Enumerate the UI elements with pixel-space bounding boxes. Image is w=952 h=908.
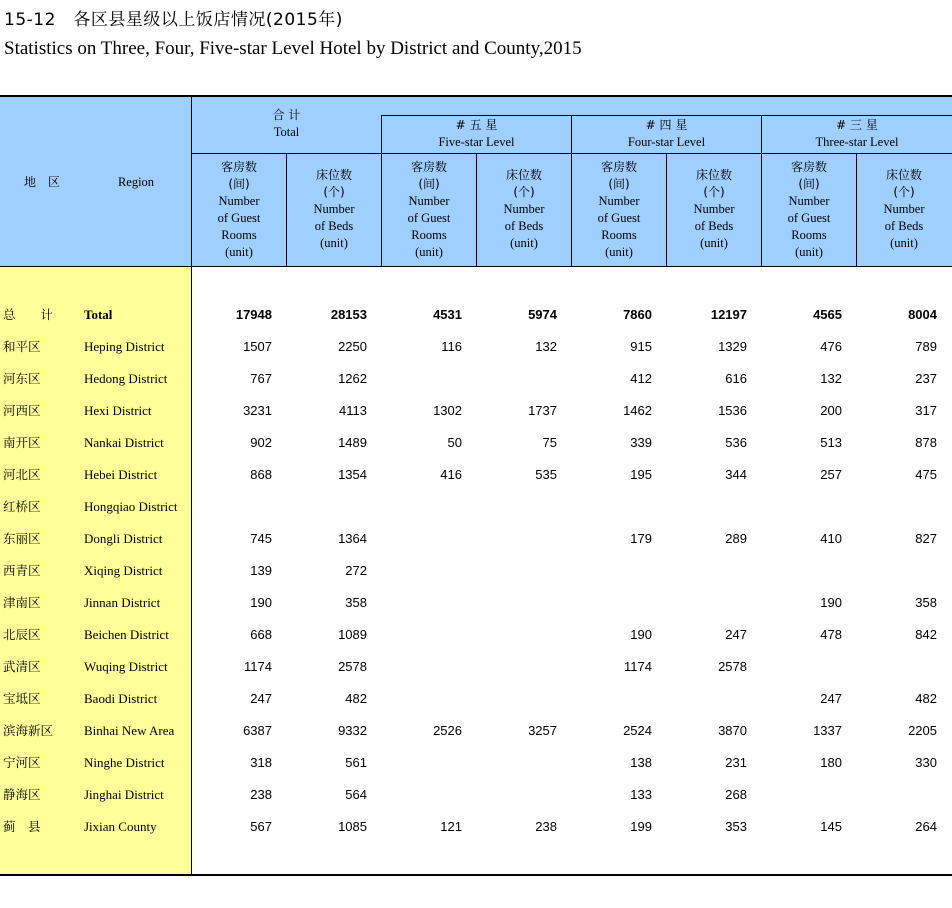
table-cell: 1085 <box>338 819 367 834</box>
region-name-cn: 宁河区 <box>3 755 41 770</box>
table-cell: 268 <box>725 787 747 802</box>
table-cell: 190 <box>820 595 842 610</box>
table-cell: 536 <box>725 435 747 450</box>
region-name-cn: 河北区 <box>3 467 41 482</box>
region-name-en: Hedong District <box>84 371 168 386</box>
region-name-cn: 武清区 <box>3 659 41 674</box>
table-cell: 116 <box>441 339 462 354</box>
region-name-en: Beichen District <box>84 627 169 642</box>
bottom-rule <box>0 874 952 876</box>
header-divider <box>476 153 477 267</box>
table-cell: 868 <box>250 467 272 482</box>
region-name-en: Hongqiao District <box>84 499 178 514</box>
table-cell: 1262 <box>338 371 367 386</box>
table-cell: 4565 <box>813 307 842 322</box>
header-divider <box>571 115 572 267</box>
subheader-rooms: 客房数 (间) Number of Guest Rooms (unit) <box>217 160 261 259</box>
table-cell: 339 <box>630 435 652 450</box>
group-header-three-star: # 三 星 Three-star Level <box>815 118 899 149</box>
table-cell: 247 <box>725 627 747 642</box>
table-cell: 827 <box>915 531 937 546</box>
header-divider <box>761 115 762 267</box>
header-divider <box>666 153 667 267</box>
header-divider <box>286 153 287 267</box>
table-cell: 317 <box>915 403 937 418</box>
table-cell: 3231 <box>243 403 272 418</box>
subheader-beds: 床位数 (个) Number of Beds (unit) <box>883 168 925 250</box>
table-title-cn: 15-12 各区县星级以上饭店情况(2015年) <box>4 10 343 30</box>
region-name-cn: 蓟 县 <box>3 819 41 834</box>
table-cell: 1536 <box>718 403 747 418</box>
table-row <box>0 363 952 395</box>
table-cell: 478 <box>820 627 842 642</box>
region-name-en: Wuqing District <box>84 659 168 674</box>
table-row <box>0 811 952 843</box>
table-cell: 132 <box>535 339 557 354</box>
region-name-cn: 河西区 <box>3 403 41 418</box>
table-cell: 50 <box>447 435 462 450</box>
table-cell: 2524 <box>623 723 652 738</box>
table-cell: 668 <box>250 627 272 642</box>
table-cell: 878 <box>915 435 937 450</box>
table-cell: 353 <box>725 819 747 834</box>
region-name-en: Jinghai District <box>84 787 164 802</box>
table-cell: 358 <box>915 595 937 610</box>
table-cell: 8004 <box>908 307 937 322</box>
table-cell: 318 <box>250 755 272 770</box>
table-cell: 475 <box>915 467 937 482</box>
table-cell: 1507 <box>243 339 272 354</box>
subheader-rooms: 客房数 (间) Number of Guest Rooms (unit) <box>407 160 451 259</box>
table-cell: 1174 <box>624 659 652 674</box>
table-row <box>0 779 952 811</box>
table-row <box>0 587 952 619</box>
table-cell: 9332 <box>338 723 367 738</box>
table-cell: 789 <box>915 339 937 354</box>
table-cell: 231 <box>725 755 747 770</box>
table-row <box>0 427 952 459</box>
table-cell: 1174 <box>244 659 272 674</box>
table-cell: 180 <box>820 755 842 770</box>
table-cell: 767 <box>250 371 272 386</box>
table-cell: 561 <box>345 755 367 770</box>
header-divider <box>381 115 382 267</box>
region-name-en: Total <box>84 307 113 322</box>
table-cell: 264 <box>915 819 937 834</box>
region-name-en: Ninghe District <box>84 755 165 770</box>
region-name-cn: 静海区 <box>3 787 41 802</box>
table-cell: 4531 <box>433 307 462 322</box>
region-name-en: Dongli District <box>84 531 163 546</box>
table-row <box>0 331 952 363</box>
table-cell: 190 <box>630 627 652 642</box>
table-cell: 344 <box>725 467 747 482</box>
table-row <box>0 715 952 747</box>
table-cell: 1089 <box>338 627 367 642</box>
table-cell: 272 <box>345 563 367 578</box>
subheader-beds: 床位数 (个) Number of Beds (unit) <box>693 168 735 250</box>
subheader-beds: 床位数 (个) Number of Beds (unit) <box>313 168 355 250</box>
table-cell: 4113 <box>339 403 367 418</box>
table-cell: 3870 <box>718 723 747 738</box>
region-name-en: Heping District <box>84 339 165 354</box>
table-cell: 179 <box>630 531 652 546</box>
table-cell: 410 <box>820 531 842 546</box>
table-row <box>0 491 952 523</box>
table-cell: 139 <box>250 563 272 578</box>
table-cell: 75 <box>542 435 557 450</box>
region-header-cn: 地 区 <box>23 175 60 189</box>
table-cell: 535 <box>535 467 557 482</box>
subheader-rooms: 客房数 (间) Number of Guest Rooms (unit) <box>597 160 641 259</box>
region-name-cn: 宝坻区 <box>3 691 41 706</box>
table-cell: 567 <box>250 819 272 834</box>
table-row <box>0 747 952 779</box>
table-cell: 1329 <box>718 339 747 354</box>
table-cell: 2578 <box>718 659 747 674</box>
table-cell: 564 <box>345 787 367 802</box>
subheader-rooms: 客房数 (间) Number of Guest Rooms (unit) <box>787 160 831 259</box>
table-cell: 199 <box>630 819 652 834</box>
table-cell: 1302 <box>433 403 462 418</box>
region-name-en: Binhai New Area <box>84 723 175 738</box>
table-cell: 412 <box>630 371 652 386</box>
table-cell: 915 <box>630 339 652 354</box>
region-name-cn: 红桥区 <box>3 499 41 514</box>
table-cell: 7860 <box>623 307 652 322</box>
region-name-cn: 河东区 <box>3 371 41 386</box>
table-cell: 238 <box>250 787 272 802</box>
table-cell: 416 <box>440 467 462 482</box>
table-cell: 12197 <box>710 307 747 322</box>
region-name-cn: 北辰区 <box>3 627 41 642</box>
table-cell: 2250 <box>338 339 367 354</box>
region-name-cn: 总 计 <box>3 307 54 322</box>
table-cell: 247 <box>250 691 272 706</box>
table-cell: 2526 <box>433 723 462 738</box>
table-cell: 482 <box>915 691 937 706</box>
table-cell: 358 <box>345 595 367 610</box>
header-divider <box>856 153 857 267</box>
table-row <box>0 523 952 555</box>
total-row <box>0 299 952 331</box>
region-name-en: Jinnan District <box>84 595 161 610</box>
table-row <box>0 619 952 651</box>
table-cell: 132 <box>820 371 842 386</box>
table-cell: 616 <box>725 371 747 386</box>
table-cell: 5974 <box>528 307 557 322</box>
table-cell: 138 <box>630 755 652 770</box>
table-cell: 6387 <box>243 723 272 738</box>
table-cell: 745 <box>250 531 272 546</box>
table-cell: 247 <box>820 691 842 706</box>
table-cell: 2578 <box>338 659 367 674</box>
group-header-four-star: # 四 星 Four-star Level <box>627 118 706 149</box>
table-cell: 330 <box>915 755 937 770</box>
table-cell: 133 <box>630 787 652 802</box>
region-name-en: Nankai District <box>84 435 164 450</box>
table-row <box>0 555 952 587</box>
region-name-en: Baodi District <box>84 691 158 706</box>
table-cell: 476 <box>820 339 842 354</box>
table-cell: 121 <box>440 819 462 834</box>
region-name-en: Xiqing District <box>84 563 163 578</box>
table-cell: 237 <box>915 371 937 386</box>
table-cell: 1737 <box>528 403 557 418</box>
table-cell: 195 <box>630 467 652 482</box>
table-cell: 257 <box>820 467 842 482</box>
region-name-en: Hexi District <box>84 403 152 418</box>
region-name-cn: 津南区 <box>3 595 41 610</box>
table-row <box>0 395 952 427</box>
region-name-cn: 滨海新区 <box>3 723 54 738</box>
table-cell: 145 <box>820 819 842 834</box>
region-name-en: Hebei District <box>84 467 158 482</box>
table-cell: 1364 <box>338 531 367 546</box>
table-cell: 1462 <box>623 403 652 418</box>
table-row <box>0 683 952 715</box>
region-header-en: Region <box>117 175 155 189</box>
table-header <box>0 97 952 267</box>
table-cell: 1354 <box>338 467 367 482</box>
table-cell: 902 <box>250 435 272 450</box>
region-name-en: Jixian County <box>84 819 157 834</box>
region-name-cn: 南开区 <box>3 435 41 450</box>
table-cell: 513 <box>820 435 842 450</box>
table-cell: 1337 <box>813 723 842 738</box>
header-rule-upper <box>381 115 952 116</box>
table-cell: 289 <box>725 531 747 546</box>
table-cell: 842 <box>915 627 937 642</box>
region-name-cn: 东丽区 <box>3 531 41 546</box>
header-divider <box>191 97 192 267</box>
table-cell: 482 <box>345 691 367 706</box>
region-name-cn: 和平区 <box>3 339 41 354</box>
table-cell: 1489 <box>338 435 367 450</box>
table-cell: 200 <box>820 403 842 418</box>
table-cell: 190 <box>250 595 272 610</box>
table-title-en: Statistics on Three, Four, Five-star Level Hotel by District and County,2015 <box>4 38 582 59</box>
table-cell: 3257 <box>528 723 557 738</box>
table-cell: 2205 <box>908 723 937 738</box>
table-row <box>0 459 952 491</box>
group-header-total: 合 计 Total <box>272 108 301 139</box>
table-row <box>0 651 952 683</box>
group-header-five-star: # 五 星 Five-star Level <box>438 118 515 149</box>
subheader-beds: 床位数 (个) Number of Beds (unit) <box>503 168 545 250</box>
table-cell: 17948 <box>235 307 272 322</box>
table-cell: 238 <box>535 819 557 834</box>
table-cell: 28153 <box>330 307 367 322</box>
region-name-cn: 西青区 <box>3 563 41 578</box>
